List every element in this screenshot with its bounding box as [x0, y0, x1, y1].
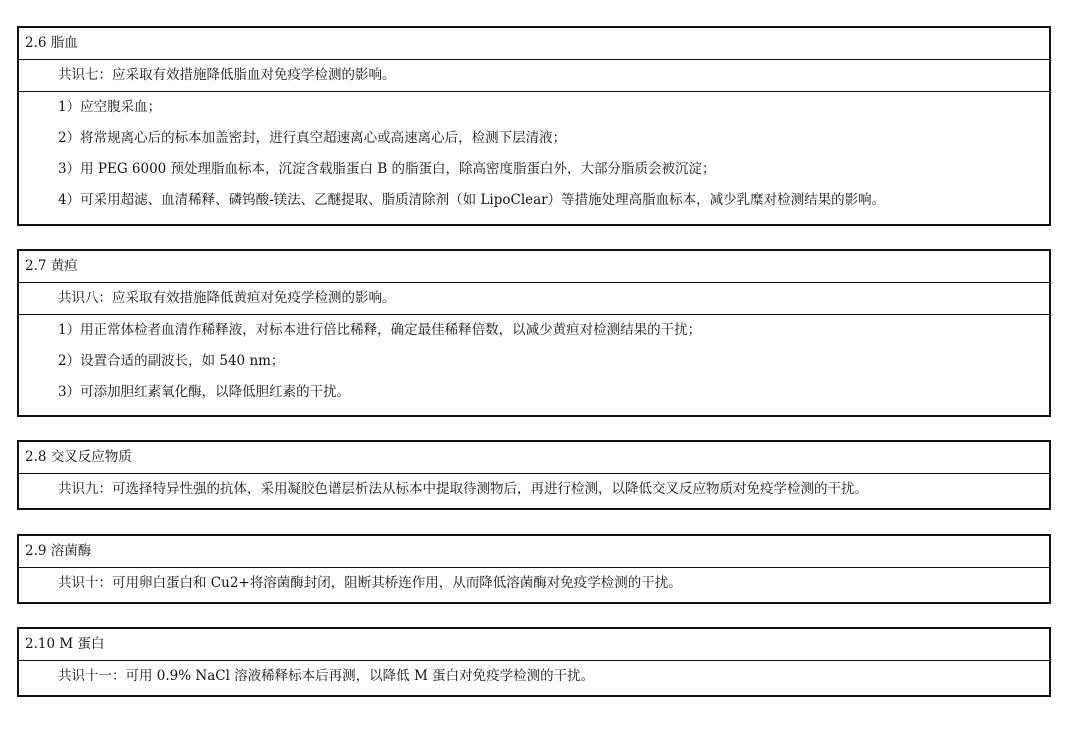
section-heading: 2.9 溶菌酶: [19, 536, 1049, 568]
consensus-statement: 共识九：可选择特异性强的抗体，采用凝胶色谱层析法从标本中提取待测物后，再进行检测，以降低交叉反应物质对免疫学检测的干扰。: [58, 481, 868, 497]
section-m-protein: [17, 627, 1051, 697]
consensus-statement: 共识十：可用卵白蛋白和 Cu2+将溶菌酶封闭，阻断其桥连作用，从而降低溶菌酶对免疫学检测的干扰。: [58, 575, 682, 591]
section-lipemia: [17, 26, 1051, 226]
list-item: 3）用 PEG 6000 预处理脂血标本，沉淀含载脂蛋白 B 的脂蛋白，除高密度脂蛋白外，大部分脂质会被沉淀；: [58, 161, 716, 177]
section-heading: 2.7 黄疸: [19, 251, 1049, 283]
consensus-statement: 共识十一：可用 0.9% NaCl 溶液稀释标本后再测，以降低 M 蛋白对免疫学检测的干扰。: [58, 668, 595, 684]
consensus-statement: 共识七：应采取有效措施降低脂血对免疫学检测的影响。: [19, 60, 1049, 92]
section-jaundice: [17, 249, 1051, 417]
section-cross-reactive: [17, 440, 1051, 510]
list-item: 1）用正常体检者血清作稀释液，对标本进行倍比稀释，确定最佳稀释倍数，以减少黄疸对检测结果的干扰；: [58, 322, 702, 338]
consensus-statement: 共识八：应采取有效措施降低黄疸对免疫学检测的影响。: [19, 283, 1049, 315]
section-heading: 2.8 交叉反应物质: [19, 442, 1049, 474]
section-heading: 2.10 M 蛋白: [19, 629, 1049, 661]
section-heading: 2.6 脂血: [19, 28, 1049, 60]
list-item: 2）设置合适的副波长，如 540 nm；: [58, 353, 285, 369]
section-lysozyme: [17, 534, 1051, 604]
list-item: 1）应空腹采血；: [58, 99, 162, 115]
list-item: 3）可添加胆红素氧化酶，以降低胆红素的干扰。: [58, 384, 351, 400]
list-item: 4）可采用超滤、血清稀释、磷钨酸-镁法、乙醚提取、脂质清除剂（如 LipoClear）等措施处理高脂血标本，减少乳糜对检测结果的影响。: [58, 192, 886, 208]
list-item: 2）将常规离心后的标本加盖密封，进行真空超速离心或高速离心后，检测下层清液；: [58, 130, 567, 146]
